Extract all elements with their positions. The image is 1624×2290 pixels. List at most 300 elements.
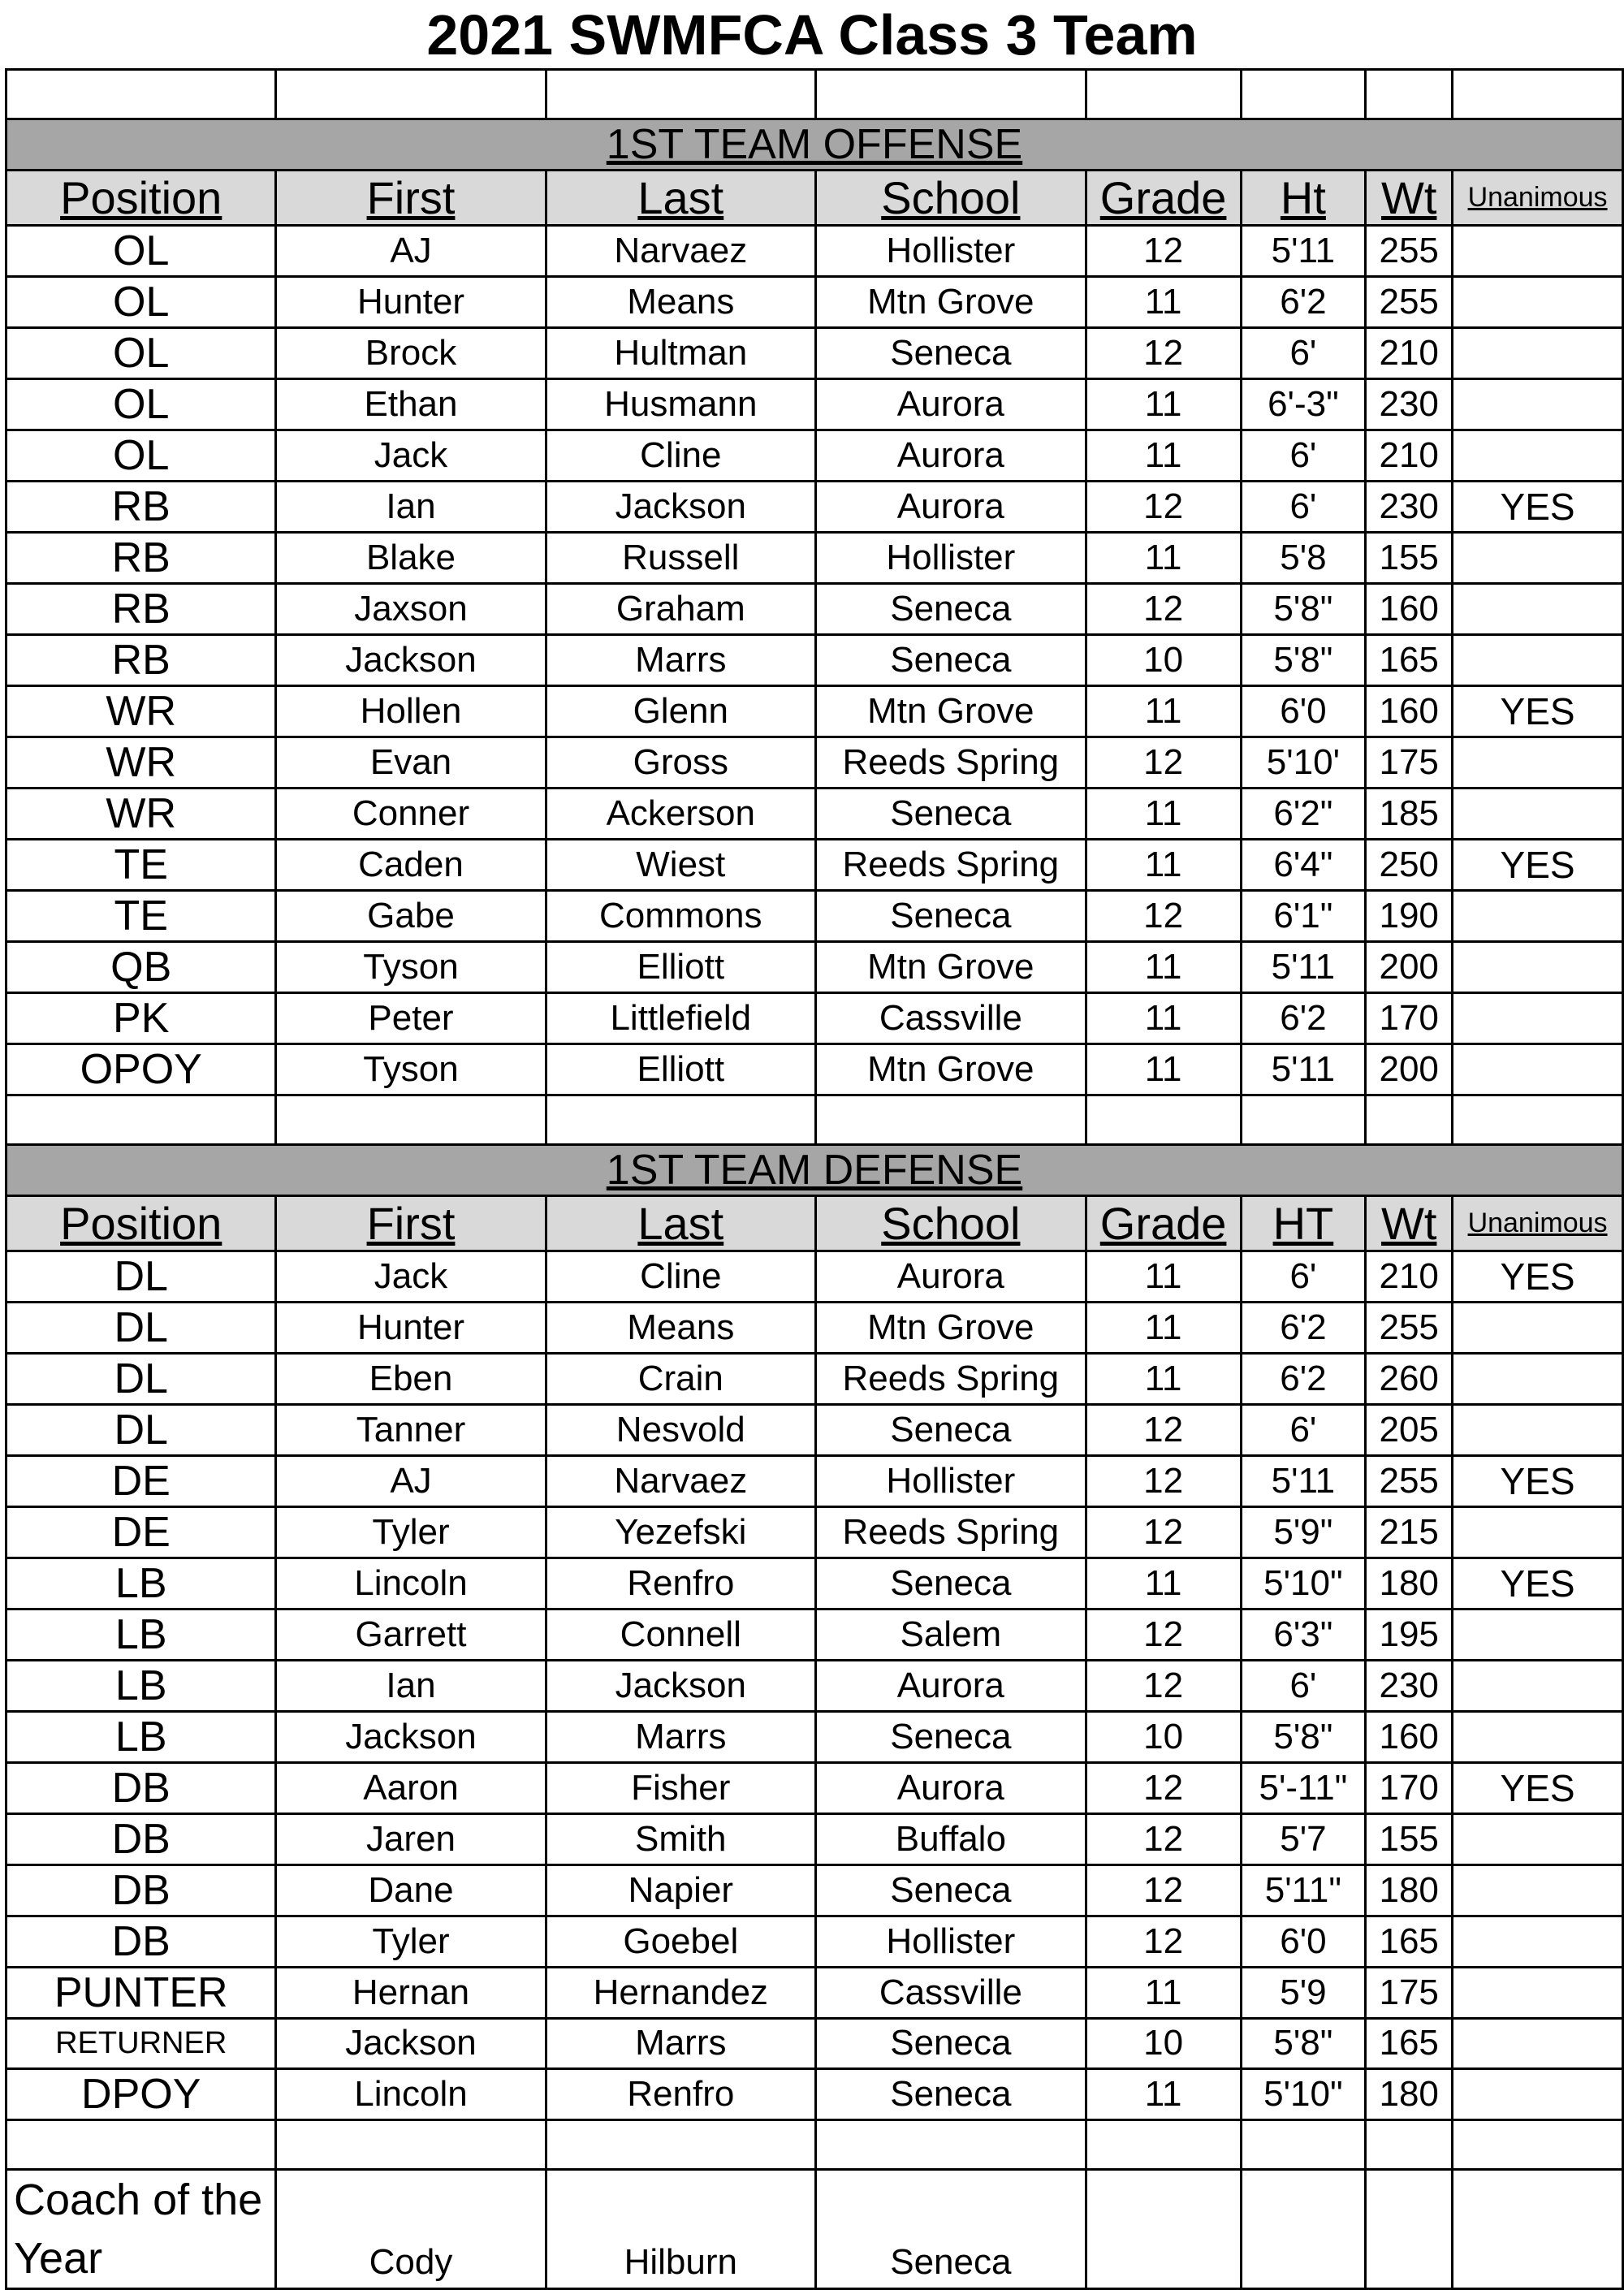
table-row: [6, 277, 1623, 328]
unanimous-cell: YES: [1453, 840, 1623, 891]
table-row: [6, 584, 1623, 635]
unanimous-cell: YES: [1453, 686, 1623, 737]
position-cell: WR: [6, 686, 276, 737]
unanimous-cell: YES: [1453, 1558, 1623, 1609]
table-row: [6, 379, 1623, 430]
unanimous-cell: YES: [1453, 1763, 1623, 1814]
school-cell: Hollister: [816, 1456, 1086, 1507]
position-cell: DPOY: [6, 2068, 276, 2119]
empty-cell: [546, 2119, 815, 2169]
empty-cell: [6, 1095, 276, 1145]
table-row: [6, 686, 1623, 737]
position-cell: OL: [6, 328, 276, 379]
height-cell: 6'2: [1241, 1354, 1366, 1405]
school-cell: Aurora: [816, 379, 1086, 430]
empty-cell: [546, 70, 815, 119]
position-cell: OL: [6, 226, 276, 277]
column-header-school: School: [816, 1196, 1086, 1251]
weight-cell: 255: [1366, 277, 1453, 328]
unanimous-cell: [1453, 1303, 1623, 1354]
school-cell: Seneca: [816, 1405, 1086, 1456]
coach-first-name: Cody: [276, 2169, 546, 2288]
column-header-weight: Wt: [1366, 1196, 1453, 1251]
first-name-cell: Tyson: [276, 942, 546, 993]
unanimous-cell: [1453, 635, 1623, 686]
table-row: [6, 1916, 1623, 1968]
school-cell: Buffalo: [816, 1814, 1086, 1865]
weight-cell: 195: [1366, 1609, 1453, 1661]
empty-cell: [1366, 70, 1453, 119]
school-cell: Salem: [816, 1609, 1086, 1661]
last-name-cell: Renfro: [546, 2068, 815, 2119]
height-cell: 5'8": [1241, 635, 1366, 686]
school-cell: Seneca: [816, 328, 1086, 379]
unanimous-cell: [1453, 1044, 1623, 1095]
table-row: [6, 533, 1623, 584]
table-row: [6, 635, 1623, 686]
position-cell: TE: [6, 891, 276, 942]
position-cell: OL: [6, 277, 276, 328]
last-name-cell: Fisher: [546, 1763, 815, 1814]
coach-of-the-year-row: [6, 2169, 1623, 2288]
school-cell: Mtn Grove: [816, 942, 1086, 993]
column-header-grade: Grade: [1086, 1196, 1241, 1251]
weight-cell: 230: [1366, 379, 1453, 430]
grade-cell: 12: [1086, 1507, 1241, 1558]
first-name-cell: Jaxson: [276, 584, 546, 635]
first-name-cell: Dane: [276, 1865, 546, 1916]
last-name-cell: Wiest: [546, 840, 815, 891]
grade-cell: 11: [1086, 533, 1241, 584]
first-name-cell: AJ: [276, 1456, 546, 1507]
position-cell: WR: [6, 737, 276, 789]
table-row: [6, 1865, 1623, 1916]
offense-heading-row: [6, 119, 1623, 171]
first-name-cell: Tyson: [276, 1044, 546, 1095]
grade-cell: 12: [1086, 1814, 1241, 1865]
position-cell: RETURNER: [6, 2019, 276, 2069]
table-row: [6, 737, 1623, 789]
empty-cell: [1086, 1095, 1241, 1145]
column-header-unanimous: Unanimous: [1453, 171, 1623, 226]
last-name-cell: Cline: [546, 430, 815, 482]
empty-cell: [276, 1095, 546, 1145]
empty-cell: [1453, 1095, 1623, 1145]
school-cell: Reeds Spring: [816, 840, 1086, 891]
position-cell: OL: [6, 379, 276, 430]
column-header-grade: Grade: [1086, 171, 1241, 226]
first-name-cell: Eben: [276, 1354, 546, 1405]
weight-cell: 160: [1366, 1712, 1453, 1763]
school-cell: Hollister: [816, 226, 1086, 277]
grade-cell: 12: [1086, 1609, 1241, 1661]
last-name-cell: Smith: [546, 1814, 815, 1865]
first-name-cell: Caden: [276, 840, 546, 891]
height-cell: 5'11: [1241, 1456, 1366, 1507]
height-cell: 6'1": [1241, 891, 1366, 942]
unanimous-cell: [1453, 328, 1623, 379]
unanimous-cell: [1453, 1609, 1623, 1661]
school-cell: Reeds Spring: [816, 737, 1086, 789]
school-cell: Seneca: [816, 635, 1086, 686]
school-cell: Aurora: [816, 1661, 1086, 1712]
position-cell: RB: [6, 533, 276, 584]
empty-cell: [1453, 70, 1623, 119]
first-name-cell: Jackson: [276, 2019, 546, 2069]
first-name-cell: Jackson: [276, 1712, 546, 1763]
last-name-cell: Hultman: [546, 328, 815, 379]
first-name-cell: Ethan: [276, 379, 546, 430]
school-cell: Reeds Spring: [816, 1507, 1086, 1558]
school-cell: Seneca: [816, 2019, 1086, 2069]
unanimous-cell: [1453, 891, 1623, 942]
table-row: [6, 1661, 1623, 1712]
unanimous-cell: [1453, 584, 1623, 635]
grade-cell: 11: [1086, 430, 1241, 482]
school-cell: Aurora: [816, 1763, 1086, 1814]
position-cell: OL: [6, 430, 276, 482]
last-name-cell: Russell: [546, 533, 815, 584]
unanimous-cell: [1453, 1354, 1623, 1405]
weight-cell: 200: [1366, 1044, 1453, 1095]
height-cell: 5'7: [1241, 1814, 1366, 1865]
position-cell: LB: [6, 1712, 276, 1763]
first-name-cell: Hernan: [276, 1968, 546, 2019]
unanimous-cell: [1453, 1712, 1623, 1763]
grade-cell: 12: [1086, 584, 1241, 635]
position-cell: DB: [6, 1916, 276, 1968]
first-name-cell: Aaron: [276, 1763, 546, 1814]
table-row: [6, 1712, 1623, 1763]
top-blank-row: [6, 70, 1623, 119]
school-cell: Hollister: [816, 1916, 1086, 1968]
height-cell: 5'11: [1241, 1044, 1366, 1095]
grade-cell: 11: [1086, 993, 1241, 1044]
table-row: [6, 1303, 1623, 1354]
grade-cell: 12: [1086, 328, 1241, 379]
weight-cell: 185: [1366, 789, 1453, 840]
empty-cell: [1241, 70, 1366, 119]
weight-cell: 165: [1366, 635, 1453, 686]
table-row: [6, 1558, 1623, 1609]
school-cell: Seneca: [816, 1865, 1086, 1916]
column-header-first-name: First: [276, 171, 546, 226]
offense-heading: 1ST TEAM OFFENSE: [6, 119, 1623, 171]
last-name-cell: Graham: [546, 584, 815, 635]
defense-heading: 1ST TEAM DEFENSE: [6, 1145, 1623, 1196]
grade-cell: 11: [1086, 379, 1241, 430]
grade-cell: 11: [1086, 1303, 1241, 1354]
height-cell: 5'11: [1241, 226, 1366, 277]
position-cell: LB: [6, 1558, 276, 1609]
defense-column-headers: [6, 1196, 1623, 1251]
table-row: [6, 1354, 1623, 1405]
position-cell: DB: [6, 1865, 276, 1916]
first-name-cell: Ian: [276, 482, 546, 533]
empty-cell: [1086, 2119, 1241, 2169]
last-name-cell: Glenn: [546, 686, 815, 737]
last-name-cell: Narvaez: [546, 226, 815, 277]
weight-cell: 155: [1366, 1814, 1453, 1865]
table-row: [6, 226, 1623, 277]
weight-cell: 210: [1366, 328, 1453, 379]
grade-cell: 12: [1086, 482, 1241, 533]
height-cell: 6'0: [1241, 1916, 1366, 1968]
weight-cell: 210: [1366, 1251, 1453, 1303]
height-cell: 5'10": [1241, 1558, 1366, 1609]
height-cell: 5'9: [1241, 1968, 1366, 2019]
last-name-cell: Ackerson: [546, 789, 815, 840]
last-name-cell: Crain: [546, 1354, 815, 1405]
weight-cell: 165: [1366, 2019, 1453, 2069]
unanimous-cell: [1453, 533, 1623, 584]
grade-cell: 11: [1086, 1968, 1241, 2019]
height-cell: 6': [1241, 1251, 1366, 1303]
first-name-cell: Hollen: [276, 686, 546, 737]
weight-cell: 215: [1366, 1507, 1453, 1558]
first-name-cell: Brock: [276, 328, 546, 379]
position-cell: LB: [6, 1661, 276, 1712]
empty-cell: [1453, 2119, 1623, 2169]
unanimous-cell: [1453, 430, 1623, 482]
first-name-cell: AJ: [276, 226, 546, 277]
table-row: [6, 2019, 1623, 2069]
unanimous-cell: [1453, 1968, 1623, 2019]
table-row: [6, 1609, 1623, 1661]
table-row: [6, 1251, 1623, 1303]
position-cell: DL: [6, 1251, 276, 1303]
position-cell: QB: [6, 942, 276, 993]
height-cell: 5'8": [1241, 1712, 1366, 1763]
school-cell: Seneca: [816, 1558, 1086, 1609]
height-cell: 5'10": [1241, 2068, 1366, 2119]
table-row: [6, 993, 1623, 1044]
first-name-cell: Tanner: [276, 1405, 546, 1456]
school-cell: Seneca: [816, 2068, 1086, 2119]
school-cell: Cassville: [816, 993, 1086, 1044]
school-cell: Mtn Grove: [816, 686, 1086, 737]
height-cell: 5'8": [1241, 584, 1366, 635]
empty-cell: [816, 1095, 1086, 1145]
first-name-cell: Garrett: [276, 1609, 546, 1661]
last-name-cell: Elliott: [546, 942, 815, 993]
unanimous-cell: [1453, 1916, 1623, 1968]
school-cell: Seneca: [816, 584, 1086, 635]
height-cell: 6': [1241, 1661, 1366, 1712]
weight-cell: 260: [1366, 1354, 1453, 1405]
last-name-cell: Means: [546, 1303, 815, 1354]
empty-cell: [1241, 1095, 1366, 1145]
last-name-cell: Marrs: [546, 2019, 815, 2069]
unanimous-cell: [1453, 993, 1623, 1044]
spacer-row: [6, 2119, 1623, 2169]
empty-cell: [276, 2119, 546, 2169]
unanimous-cell: [1453, 1405, 1623, 1456]
grade-cell: 10: [1086, 2019, 1241, 2069]
column-header-position: Position: [6, 1196, 276, 1251]
position-cell: RB: [6, 635, 276, 686]
height-cell: 6'2": [1241, 789, 1366, 840]
school-cell: Mtn Grove: [816, 1044, 1086, 1095]
first-name-cell: Jack: [276, 430, 546, 482]
column-header-last-name: Last: [546, 171, 815, 226]
grade-cell: 11: [1086, 789, 1241, 840]
last-name-cell: Jackson: [546, 1661, 815, 1712]
grade-cell: 12: [1086, 891, 1241, 942]
unanimous-cell: [1453, 1865, 1623, 1916]
empty-cell: [1086, 2169, 1241, 2288]
weight-cell: 255: [1366, 1303, 1453, 1354]
table-row: [6, 328, 1623, 379]
unanimous-cell: [1453, 789, 1623, 840]
table-row: [6, 2068, 1623, 2119]
weight-cell: 165: [1366, 1916, 1453, 1968]
empty-cell: [6, 2119, 276, 2169]
height-cell: 6': [1241, 482, 1366, 533]
height-cell: 6': [1241, 1405, 1366, 1456]
column-header-height: HT: [1241, 1196, 1366, 1251]
empty-cell: [1366, 2169, 1453, 2288]
last-name-cell: Means: [546, 277, 815, 328]
height-cell: 6'0: [1241, 686, 1366, 737]
position-cell: TE: [6, 840, 276, 891]
unanimous-cell: [1453, 2019, 1623, 2069]
grade-cell: 11: [1086, 1044, 1241, 1095]
height-cell: 5'9": [1241, 1507, 1366, 1558]
coach-school: Seneca: [816, 2169, 1086, 2288]
first-name-cell: Hunter: [276, 277, 546, 328]
unanimous-cell: YES: [1453, 482, 1623, 533]
grade-cell: 11: [1086, 942, 1241, 993]
unanimous-cell: [1453, 942, 1623, 993]
first-name-cell: Lincoln: [276, 2068, 546, 2119]
empty-cell: [276, 70, 546, 119]
grade-cell: 11: [1086, 840, 1241, 891]
weight-cell: 180: [1366, 1865, 1453, 1916]
height-cell: 5'8: [1241, 533, 1366, 584]
grade-cell: 10: [1086, 1712, 1241, 1763]
weight-cell: 255: [1366, 226, 1453, 277]
first-name-cell: Hunter: [276, 1303, 546, 1354]
weight-cell: 205: [1366, 1405, 1453, 1456]
school-cell: Aurora: [816, 430, 1086, 482]
height-cell: 5'11: [1241, 942, 1366, 993]
grade-cell: 12: [1086, 1456, 1241, 1507]
first-name-cell: Peter: [276, 993, 546, 1044]
grade-cell: 11: [1086, 2068, 1241, 2119]
empty-cell: [1086, 70, 1241, 119]
first-name-cell: Jaren: [276, 1814, 546, 1865]
height-cell: 5'-11": [1241, 1763, 1366, 1814]
grade-cell: 12: [1086, 1916, 1241, 1968]
grade-cell: 12: [1086, 1661, 1241, 1712]
first-name-cell: Gabe: [276, 891, 546, 942]
school-cell: Hollister: [816, 533, 1086, 584]
last-name-cell: Narvaez: [546, 1456, 815, 1507]
last-name-cell: Napier: [546, 1865, 815, 1916]
school-cell: Mtn Grove: [816, 1303, 1086, 1354]
position-cell: WR: [6, 789, 276, 840]
table-row: [6, 1814, 1623, 1865]
first-name-cell: Blake: [276, 533, 546, 584]
last-name-cell: Goebel: [546, 1916, 815, 1968]
school-cell: Seneca: [816, 789, 1086, 840]
weight-cell: 230: [1366, 1661, 1453, 1712]
last-name-cell: Gross: [546, 737, 815, 789]
empty-cell: [1366, 2119, 1453, 2169]
table-row: [6, 891, 1623, 942]
first-name-cell: Evan: [276, 737, 546, 789]
school-cell: Aurora: [816, 1251, 1086, 1303]
first-name-cell: Ian: [276, 1661, 546, 1712]
last-name-cell: Yezefski: [546, 1507, 815, 1558]
last-name-cell: Husmann: [546, 379, 815, 430]
grade-cell: 12: [1086, 737, 1241, 789]
unanimous-cell: [1453, 1814, 1623, 1865]
column-header-weight: Wt: [1366, 171, 1453, 226]
column-header-first-name: First: [276, 1196, 546, 1251]
last-name-cell: Littlefield: [546, 993, 815, 1044]
unanimous-cell: [1453, 1661, 1623, 1712]
position-cell: PUNTER: [6, 1968, 276, 2019]
table-row: [6, 789, 1623, 840]
first-name-cell: Lincoln: [276, 1558, 546, 1609]
table-row: [6, 1968, 1623, 2019]
weight-cell: 250: [1366, 840, 1453, 891]
height-cell: 5'10': [1241, 737, 1366, 789]
weight-cell: 180: [1366, 1558, 1453, 1609]
empty-cell: [1241, 2169, 1366, 2288]
table-row: [6, 1763, 1623, 1814]
weight-cell: 160: [1366, 686, 1453, 737]
weight-cell: 180: [1366, 2068, 1453, 2119]
empty-cell: [1366, 1095, 1453, 1145]
unanimous-cell: [1453, 737, 1623, 789]
table-row: [6, 482, 1623, 533]
grade-cell: 12: [1086, 1865, 1241, 1916]
height-cell: 6'2: [1241, 993, 1366, 1044]
empty-cell: [1453, 2169, 1623, 2288]
weight-cell: 160: [1366, 584, 1453, 635]
column-header-school: School: [816, 171, 1086, 226]
position-cell: RB: [6, 482, 276, 533]
column-header-last-name: Last: [546, 1196, 815, 1251]
unanimous-cell: YES: [1453, 1456, 1623, 1507]
height-cell: 6': [1241, 430, 1366, 482]
position-cell: DL: [6, 1405, 276, 1456]
first-name-cell: Tyler: [276, 1916, 546, 1968]
empty-cell: [816, 70, 1086, 119]
first-name-cell: Tyler: [276, 1507, 546, 1558]
weight-cell: 155: [1366, 533, 1453, 584]
height-cell: 6'2: [1241, 277, 1366, 328]
empty-cell: [546, 1095, 815, 1145]
weight-cell: 170: [1366, 1763, 1453, 1814]
position-cell: DE: [6, 1507, 276, 1558]
weight-cell: 175: [1366, 1968, 1453, 2019]
empty-cell: [1241, 2119, 1366, 2169]
weight-cell: 200: [1366, 942, 1453, 993]
grade-cell: 11: [1086, 1558, 1241, 1609]
coach-of-the-year-label: Coach of the Year: [6, 2169, 276, 2288]
position-cell: DE: [6, 1456, 276, 1507]
unanimous-cell: YES: [1453, 1251, 1623, 1303]
last-name-cell: Nesvold: [546, 1405, 815, 1456]
position-cell: LB: [6, 1609, 276, 1661]
height-cell: 6'4": [1241, 840, 1366, 891]
grade-cell: 10: [1086, 635, 1241, 686]
school-cell: Aurora: [816, 482, 1086, 533]
